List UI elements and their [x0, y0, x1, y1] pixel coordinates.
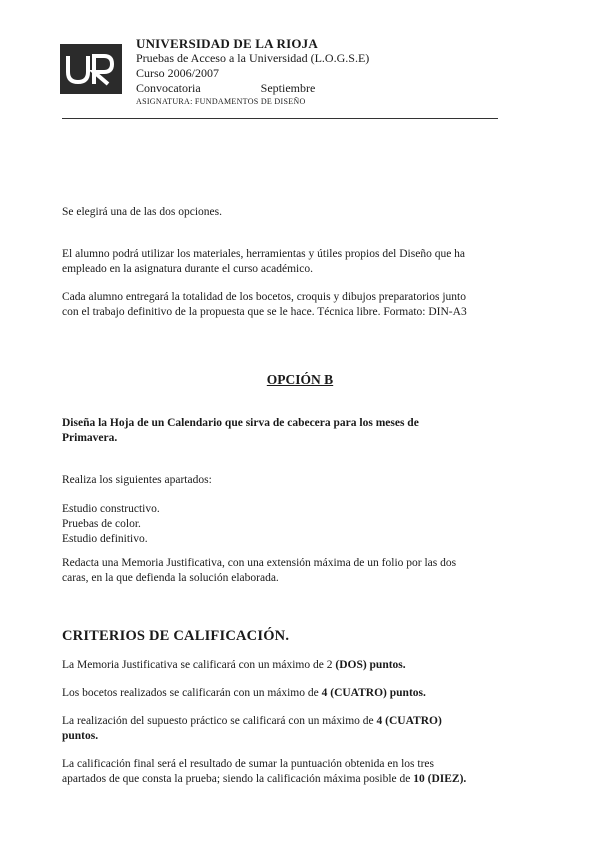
- exam-header: [136, 36, 369, 108]
- header-divider: [62, 118, 498, 119]
- delivery-line-1: Cada alumno entregará la totalidad de los bocetos, croquis y dibujos preparatorios junto: [62, 291, 466, 303]
- criterion-memo: La Memoria Justificativa se calificará con un máximo de 2 (DOS) puntos.: [62, 659, 406, 671]
- step-item: Pruebas de color.: [62, 518, 141, 530]
- task-line-1: Diseña la Hoja de un Calendario que sirva de cabecera para los meses de: [62, 417, 419, 429]
- call-line: [136, 81, 369, 96]
- criterion-final: La calificación final será el resultado de sumar la puntuación obtenida en los tres apartados de que consta la prueba; siendo la calificación máxima posible de 10 (DIEZ).: [62, 758, 467, 785]
- course-year: Curso 2006/2007: [136, 66, 220, 80]
- task-statement: [62, 416, 532, 446]
- university-logo: [60, 44, 122, 94]
- step-item: Estudio constructivo.: [62, 503, 160, 515]
- steps-list: [62, 502, 532, 547]
- step-item: Estudio definitivo.: [62, 533, 148, 545]
- materials-paragraph: [62, 247, 532, 277]
- call-value: Septiembre: [260, 81, 316, 95]
- delivery-paragraph: [62, 290, 532, 320]
- option-b-title: OPCIÓN B: [266, 372, 334, 387]
- exam-name: Pruebas de Acceso a la Universidad (L.O.G.S.E): [136, 51, 370, 65]
- criterion-practical: La realización del supuesto práctico se calificará con un máximo de 4 (CUATRO) puntos.: [62, 715, 442, 742]
- subject-line: ASIGNATURA: FUNDAMENTOS DE DISEÑO: [136, 97, 306, 106]
- task-line-2: Primavera.: [62, 432, 118, 444]
- choice-instruction: Se elegirá una de las dos opciones.: [62, 206, 222, 218]
- materials-line-2: empleado en la asignatura durante el curso académico.: [62, 263, 313, 275]
- memo-line-2: caras, en la que defienda la solución elaborada.: [62, 572, 279, 584]
- call-label: Convocatoria: [136, 81, 201, 95]
- ur-logo-icon: [60, 44, 122, 94]
- materials-line-1: El alumno podrá utilizar los materiales, herramientas y útiles propios del Diseño que ha: [62, 248, 466, 260]
- criteria-title: CRITERIOS DE CALIFICACIÓN.: [62, 628, 290, 644]
- memo-line-1: Redacta una Memoria Justificativa, con una extensión máxima de un folio por las dos: [62, 557, 457, 569]
- delivery-line-2: con el trabajo definitivo de la propuesta que se le hace. Técnica libre. Formato: DIN-A3: [62, 306, 467, 318]
- university-name: UNIVERSIDAD DE LA RIOJA: [136, 36, 318, 51]
- criterion-sketches: Los bocetos realizados se calificarán con un máximo de 4 (CUATRO) puntos.: [62, 687, 426, 699]
- memo-paragraph: [62, 556, 532, 586]
- steps-intro: Realiza los siguientes apartados:: [62, 474, 212, 486]
